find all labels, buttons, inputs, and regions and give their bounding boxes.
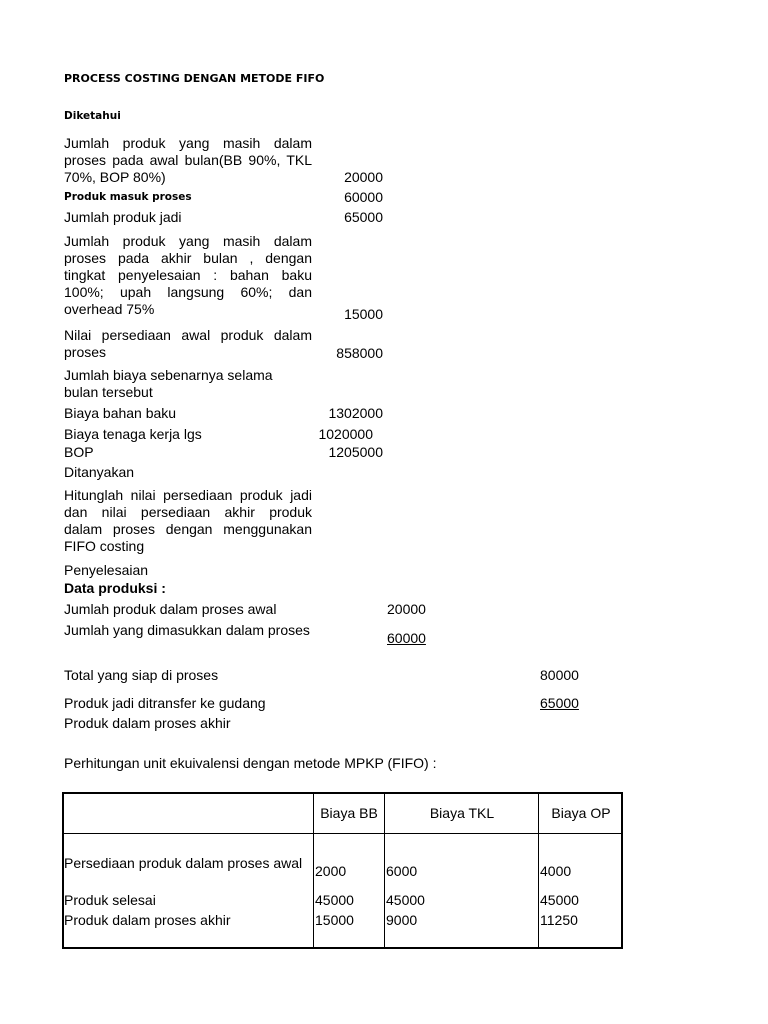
table-divider [64,833,621,834]
table-cell-bb: 45000 [315,892,354,908]
table-cell-tkl: 45000 [386,892,425,908]
table-cell-op: 45000 [540,892,579,908]
table-cell-op: 11250 [540,912,578,928]
dp-transfer-text: Produk jadi ditransfer ke gudang [64,695,266,711]
produk-jadi-text: Jumlah produk jadi [64,209,182,225]
table-divider [384,794,385,947]
dp-total-value: 80000 [540,667,579,683]
diketahui-label: Diketahui [64,110,121,122]
dp-awal-text: Jumlah produk dalam proses awal [64,601,277,617]
table-cell-tkl: 9000 [386,912,418,928]
table-divider [313,794,314,947]
awal-bulan-text: Jumlah produk yang masih dalam proses pada awal bulan(BB 90%, TKL 70%, BOP 80%) [64,135,312,185]
table-cell-tkl: 6000 [386,863,418,879]
bop-value: 1205000 [328,444,383,460]
biaya-tk-text: Biaya tenaga kerja lgs [64,426,202,442]
table-header-tkl: Biaya TKL [429,805,495,821]
dp-transfer-value: 65000 [540,695,579,711]
ditanyakan-text: Hitunglah nilai persediaan produk jadi dan nilai persediaan akhir produk dalam proses dengan menggunakan FIFO costing [64,487,312,554]
table-row-label: Produk selesai [64,892,156,908]
biaya-sebenarnya-text: Jumlah biaya sebenarnya selama bulan tersebut [64,367,273,400]
penyelesaian-label: Penyelesaian [64,562,149,578]
akhir-bulan-value: 15000 [344,306,383,322]
persediaan-awal-value: 858000 [336,345,383,361]
table-cell-bb: 2000 [315,863,347,879]
biaya-bb-value: 1302000 [328,405,383,421]
biaya-bb-text: Biaya bahan baku [64,405,177,421]
ditanyakan-label: Ditanyakan [64,464,135,480]
dp-dimasukkan-value: 60000 [387,630,426,646]
equivalent-units-table [62,792,623,949]
dp-awal-value: 20000 [387,601,426,617]
dp-dimasukkan-text: Jumlah yang dimasukkan dalam proses [64,622,310,638]
masuk-proses-text: Produk masuk proses [64,191,192,203]
data-produksi-heading: Data produksi : [64,580,166,596]
table-cell-op: 4000 [540,863,572,879]
table-header-bb: Biaya BB [320,805,378,821]
table-cell-bb: 15000 [315,912,354,928]
biaya-tk-value: 1020000 [318,426,373,442]
table-row-label: Persediaan produk dalam proses awal [64,855,303,871]
table-row-label: Produk dalam proses akhir [64,912,231,928]
masuk-proses-value: 60000 [344,189,383,205]
dp-total-text: Total yang siap di proses [64,667,219,683]
page-title: PROCESS COSTING DENGAN METODE FIFO [64,72,325,85]
produk-jadi-value: 65000 [344,209,383,225]
table-header-op: Biaya OP [551,805,611,821]
table-divider [538,794,539,947]
bop-text: BOP [64,444,94,460]
awal-bulan-value: 20000 [344,169,383,185]
persediaan-awal-text: Nilai persediaan awal produk dalam proses [64,327,312,360]
perhitungan-text: Perhitungan unit ekuivalensi dengan metode MPKP (FIFO) : [64,755,437,771]
dp-akhir-text: Produk dalam proses akhir [64,715,231,731]
akhir-bulan-text: Jumlah produk yang masih dalam proses pada akhir bulan , dengan tingkat penyelesaian : bahan baku 100%; upah langsung 60%; dan overhead 75% [64,233,312,317]
